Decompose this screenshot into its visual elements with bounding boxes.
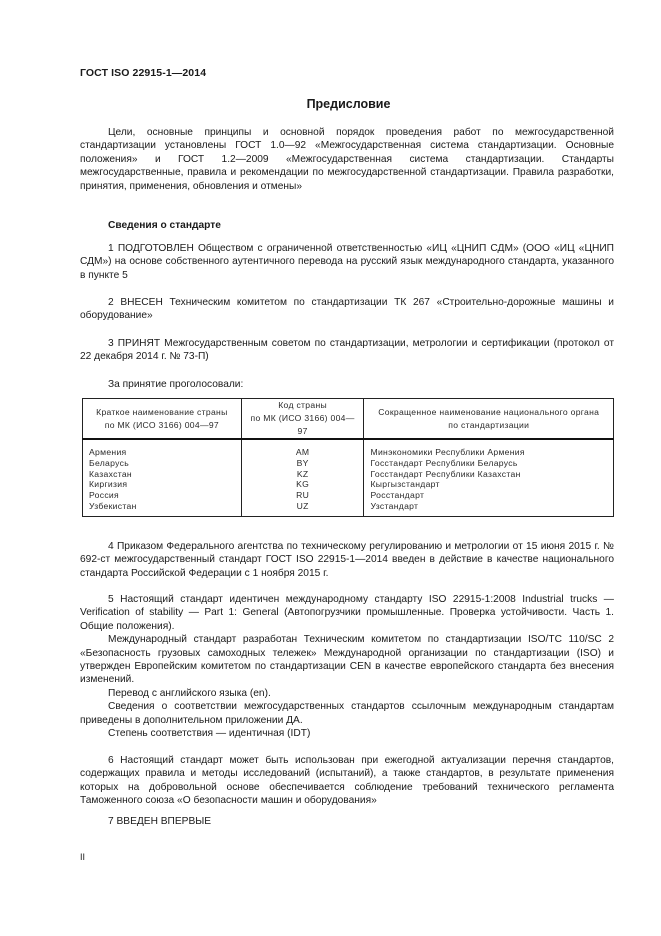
- intro-paragraph: [80, 126, 614, 193]
- item-2-text: 2 ВНЕСЕН Техническим комитетом по стандартизации ТК 267 «Строительно-дорожные машины и оборудование»: [80, 297, 614, 322]
- country-column: Армения Беларусь Казахстан Киргизия Россия Узбекистан: [83, 439, 242, 516]
- item-3-text: 3 ПРИНЯТ Межгосударственным советом по стандартизации, метрологии и сертификации (протокол от 22 декабря 2014 г. № 73-П): [80, 338, 614, 363]
- section-heading: Сведения о стандарте: [108, 220, 221, 231]
- item-7: [80, 815, 614, 828]
- item-5-text: 5 Настоящий стандарт идентичен международному стандарту ISO 22915-1:2008 Industrial trucks — Verification of stability — Part 1: General (Автопогрузчики промышленные. Проверка устойчивости. Часть 1. Общие положения).: [80, 594, 614, 632]
- item-6-text: 6 Настоящий стандарт может быть использован при ежегодной актуализации перечня стандартов, содержащих правила и методы исследований (испытаний), а также стандартов, в результате применения которых на добровольной основе обеспечивается соблюдение требований технического регламента Таможенного союза «О безопасности машин и оборудования»: [80, 755, 614, 807]
- table-header-row: [83, 399, 614, 440]
- item-5-origin: Международный стандарт разработан Техническим комитетом по стандартизации ISO/TC 110/SC 2 «Безопасность грузовых самоходных тележек» Международной организации по стандартизации (ISO) и утвержден Европейским комитетом по стандартизации CEN в качестве европейского стандарта без внесения изменений.: [80, 634, 614, 686]
- voting-table: [82, 398, 614, 517]
- item-3: [80, 337, 614, 364]
- code-column: AM BY KZ KG RU UZ: [241, 439, 364, 516]
- page-number: II: [80, 852, 86, 862]
- header-code: Код страны по МК (ИСО 3166) 004—97: [241, 399, 364, 440]
- document-id: ГОСТ ISO 22915-1—2014: [80, 67, 207, 79]
- item-4: [80, 540, 614, 580]
- page-title: Предисловие: [306, 97, 391, 111]
- item-1: [80, 242, 614, 282]
- item-5-conformity: Степень соответствия — идентичная (IDT): [108, 728, 311, 740]
- header-body: Сокращенное наименование национального органа по стандартизации: [364, 399, 614, 440]
- item-5-references: Сведения о соответствии межгосударственных стандартов ссылочным международным стандартам приведены в дополнительном приложении ДА.: [80, 701, 614, 726]
- item-7-text: 7 ВВЕДЕН ВПЕРВЫЕ: [108, 816, 212, 827]
- item-6: [80, 754, 614, 808]
- vote-label-text: За принятие проголосовали:: [108, 379, 244, 390]
- header-country: Краткое наименование страны по МК (ИСО 3166) 004—97: [83, 399, 242, 440]
- table-row: [83, 439, 614, 516]
- item-2: [80, 296, 614, 323]
- vote-label: [80, 378, 614, 391]
- intro-text: Цели, основные принципы и основной порядок проведения работ по межгосударственной стандартизации установлены ГОСТ 1.0—92 «Межгосударственная система стандартизации. Основные положения» и ГОСТ 1.2—2009 «Межгосударственная система стандартизации. Стандарты межгосударственные, правила и рекомендации по межгосударственной стандартизации. Правила разработки, принятия, применения, обновления и отмены»: [80, 127, 614, 192]
- body-column: Минэкономики Республики Армения Госстандарт Республики Беларусь Госстандарт Республики Казахстан Кыргызстандарт Росстандарт Узстандарт: [364, 439, 614, 516]
- item-5: [80, 593, 614, 740]
- item-1-text: 1 ПОДГОТОВЛЕН Обществом с ограниченной ответственностью «ИЦ «ЦНИП СДМ» (ООО «ИЦ «ЦНИП СДМ») на основе собственного аутентичного перевода на русский язык международного стандарта, указанного в пункте 5: [80, 243, 614, 281]
- item-5-translation: Перевод с английского языка (en).: [108, 687, 271, 699]
- item-4-text: 4 Приказом Федерального агентства по техническому регулированию и метрологии от 15 июня 2015 г. № 692-ст межгосударственный стандарт ГОСТ ISO 22915-1—2014 введен в действие в качестве национального стандарта Российской Федерации с 1 ноября 2015 г.: [80, 541, 614, 579]
